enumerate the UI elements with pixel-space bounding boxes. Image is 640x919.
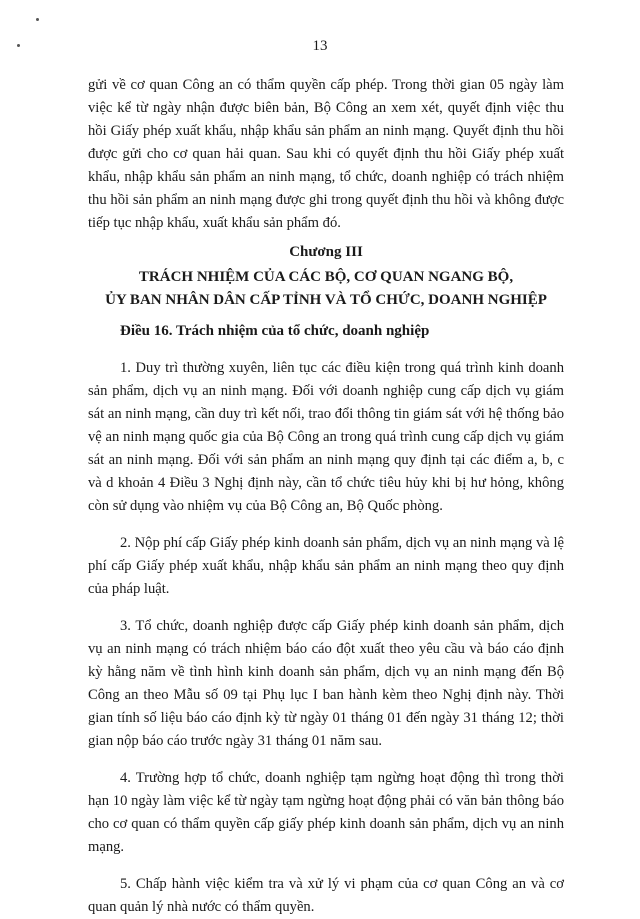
chapter-title-line-2: ỦY BAN NHÂN DÂN CẤP TỈNH VÀ TỔ CHỨC, DOANH NGHIỆP xyxy=(105,292,547,308)
page-number: 13 xyxy=(312,38,328,54)
clause-3: 3. Tổ chức, doanh nghiệp được cấp Giấy phép kinh doanh sản phẩm, dịch vụ an ninh mạng có trách nhiệm báo cáo đột xuất theo yêu cầu và báo cáo định kỳ hằng năm về tình hình kinh doanh sản phẩm, dịch vụ an ninh mạng đến Bộ Công an theo Mẫu số 09 tại Phụ lục I ban hành kèm theo Nghị định này. Thời gian tính số liệu báo cáo định kỳ từ ngày 01 tháng 01 đến ngày 31 tháng 12; thời gian nộp báo cáo trước ngày 31 tháng 01 năm sau. xyxy=(88,618,564,749)
document-body xyxy=(88,74,564,919)
clause-1: 1. Duy trì thường xuyên, liên tục các điều kiện trong quá trình kinh doanh sản phẩm, dịch vụ an ninh mạng. Đối với doanh nghiệp cung cấp dịch vụ giám sát an ninh mạng, cần duy trì kết nối, trao đổi thông tin giám sát với hệ thống bảo vệ an ninh mạng quốc gia của Bộ Công an trong quá trình cung cấp dịch vụ giám sát an ninh mạng. Đối với sản phẩm an ninh mạng quy định tại các điểm a, b, c và d khoản 4 Điều 3 Nghị định này, cần tổ chức tiêu hủy khi bị hư hỏng, không còn sử dụng vào nhiệm vụ của Bộ Công an, Bộ Quốc phòng. xyxy=(88,360,564,514)
article-heading: Điều 16. Trách nhiệm của tổ chức, doanh nghiệp xyxy=(120,323,430,339)
clause-2: 2. Nộp phí cấp Giấy phép kinh doanh sản phẩm, dịch vụ an ninh mạng và lệ phí cấp Giấy phép xuất khẩu, nhập khẩu sản phẩm an ninh mạng theo quy định của pháp luật. xyxy=(88,535,564,597)
clause-5: 5. Chấp hành việc kiểm tra và xử lý vi phạm của cơ quan Công an và cơ quan quản lý nhà nước có thẩm quyền. xyxy=(88,876,564,915)
intro-paragraph: gửi về cơ quan Công an có thẩm quyền cấp phép. Trong thời gian 05 ngày làm việc kể từ ngày nhận được biên bản, Bộ Công an xem xét, quyết định việc thu hồi Giấy phép xuất khẩu, nhập khẩu sản phẩm an ninh mạng. Quyết định thu hồi được gửi cho cơ quan hải quan. Sau khi có quyết định thu hồi Giấy phép xuất khẩu, nhập khẩu sản phẩm an ninh mạng, tổ chức, doanh nghiệp có trách nhiệm thu hồi sản phẩm an ninh mạng được ghi trong quyết định thu hồi và không được tiếp tục nhập khẩu, xuất khẩu sản phẩm đó. xyxy=(88,77,564,231)
chapter-title-line-1: TRÁCH NHIỆM CỦA CÁC BỘ, CƠ QUAN NGANG BỘ, xyxy=(138,269,514,285)
scan-speck xyxy=(36,18,39,21)
clause-4: 4. Trường hợp tổ chức, doanh nghiệp tạm ngừng hoạt động thì trong thời hạn 10 ngày làm việc kể từ ngày tạm ngừng hoạt động phải có văn bản thông báo cho cơ quan có thẩm quyền cấp giấy phép kinh doanh sản phẩm, dịch vụ an ninh mạng. xyxy=(88,770,564,855)
chapter-label: Chương III xyxy=(289,244,363,260)
